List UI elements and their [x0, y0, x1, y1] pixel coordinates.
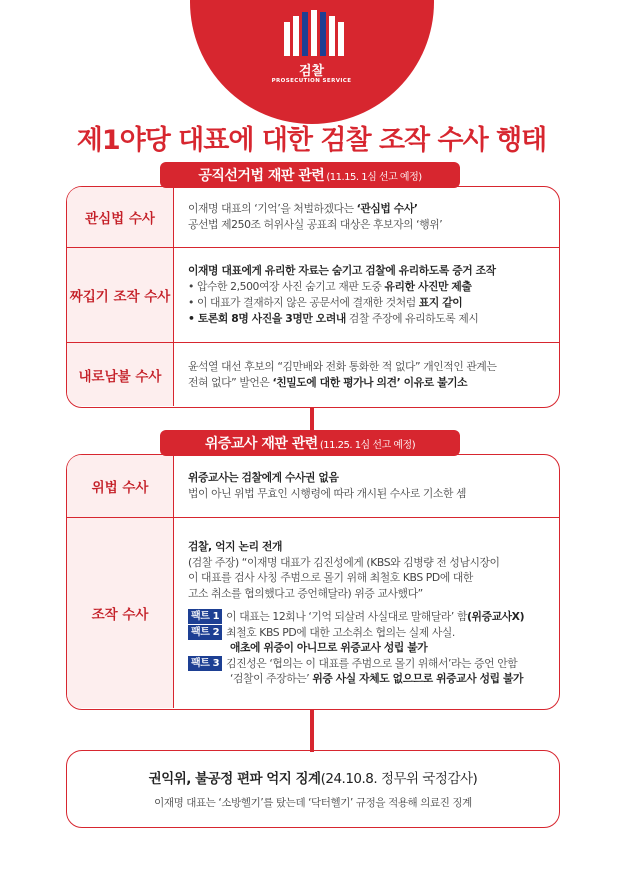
fact-item: 팩트 1 이 대표는 12회나 ‘기억 되살려 사실대로 말해달라’ 함(위증교사X) [188, 609, 549, 625]
row-patchwork-investigation [67, 248, 559, 342]
fact-tag: 팩트 1 [188, 609, 222, 624]
section-pill-election-law: 공직선거법 재판 관련 (11.15. 1심 선고 예정) [160, 162, 460, 188]
final-card-acrc [66, 750, 560, 828]
row-label: 짜깁기 조작 수사 [67, 248, 173, 342]
row-label: 내로남불 수사 [67, 343, 173, 406]
row-label: 관심법 수사 [67, 187, 173, 247]
section-card-perjury [66, 454, 560, 710]
row-label: 조작 수사 [67, 518, 173, 708]
row-content: 이재명 대표의 ‘기억’을 처벌하겠다는 ‘관심법 수사’ 공선법 제250조 허위사실 공표죄 대상은 후보자의 ‘행위’ [188, 202, 443, 231]
row-double-standard-investigation [67, 343, 559, 406]
final-subtext: 이재명 대표는 ‘소방헬기’를 탔는데 ‘닥터헬기’ 규정을 적용해 의료진 징계 [154, 797, 472, 809]
fact-item: 팩트 2 최철호 KBS PD에 대한 고소취소 협의는 실제 사실. [188, 625, 549, 641]
section-pill-perjury: 위증교사 재판 관련 (11.25. 1심 선고 예정) [160, 430, 460, 456]
brand-name: 검찰 [298, 64, 325, 79]
row-content: 검찰, 억지 논리 전개 (검찰 주장) “이재명 대표가 김진성에게 (KBS와 김병량 전 성남시장이 이 대표를 검사 사칭 주범으로 몰기 위해 최철호 KBS PD에 대한 고소 취소를 협의했다고 증언해달라) 위증 교사했다” 팩트 1 이 대표는 12회나 ‘기억 되살려 사실대로 말해달라’ 함(위증교사X) 팩트 2 최철호 KBS PD에 대한 고소취소 협의는 실제 사실. 애초에 위증이 아니므로 위증교사 성립 불가 팩트 3 김진성은 ‘협의는 이 대표를 주범으로 몰기 위해서’라는 증언 안함 ‘검찰이 주장하는’ 위증 사실 자체도 없으므로 위증교사 성립 불가 [174, 518, 559, 708]
row-illegal-investigation [67, 455, 559, 517]
row-fabricated-investigation [67, 518, 559, 708]
row-content: 위증교사는 검찰에게 수사권 없음 법이 아닌 위법 무효인 시행령에 따라 개시된 수사로 기소한 셈 [188, 471, 467, 500]
row-content: 이재명 대표에게 유리한 자료는 숨기고 검찰에 유리하도록 증거 조작 • 압수한 2,500여장 사진 숨기고 재판 도중 유리한 사진만 제출 • 이 대표가 결재하지 않은 공문서에 결재한 것처럼 표지 같이 • 토론회 8명 사진을 3명만 오려내 검찰 주장에 유리하도록 제시 [188, 264, 496, 325]
fact-continuation: ‘검찰이 주장하는’ 위증 사실 자체도 없으므로 위증교사 성립 불가 [230, 672, 524, 686]
page-title: 제1야당 대표에 대한 검찰 조작 수사 행태 [76, 125, 547, 156]
fact-tag: 팩트 2 [188, 625, 222, 640]
prosecution-emblem-icon [280, 10, 344, 56]
connector-line [310, 706, 314, 752]
fact-tag: 팩트 3 [188, 656, 222, 671]
row-content: 윤석열 대선 후보의 “김만배와 전화 통화한 적 없다” 개인적인 관계는 전혀 없다” 발언은 ‘친밀도에 대한 평가나 의견’ 이유로 불기소 [188, 359, 497, 389]
row-mind-reading-investigation [67, 187, 559, 247]
final-heading: 권익위, 불공정 편파 억지 징계(24.10.8. 정무위 국정감사) [148, 771, 478, 787]
brand-subtitle: PROSECUTION SERVICE [271, 78, 352, 84]
row-label: 위법 수사 [67, 455, 173, 517]
section-card-election-law [66, 186, 560, 408]
fact-continuation: 애초에 위증이 아니므로 위증교사 성립 불가 [230, 641, 428, 655]
fact-item: 팩트 3 김진성은 ‘협의는 이 대표를 주범으로 몰기 위해서’라는 증언 안함 [188, 656, 549, 672]
